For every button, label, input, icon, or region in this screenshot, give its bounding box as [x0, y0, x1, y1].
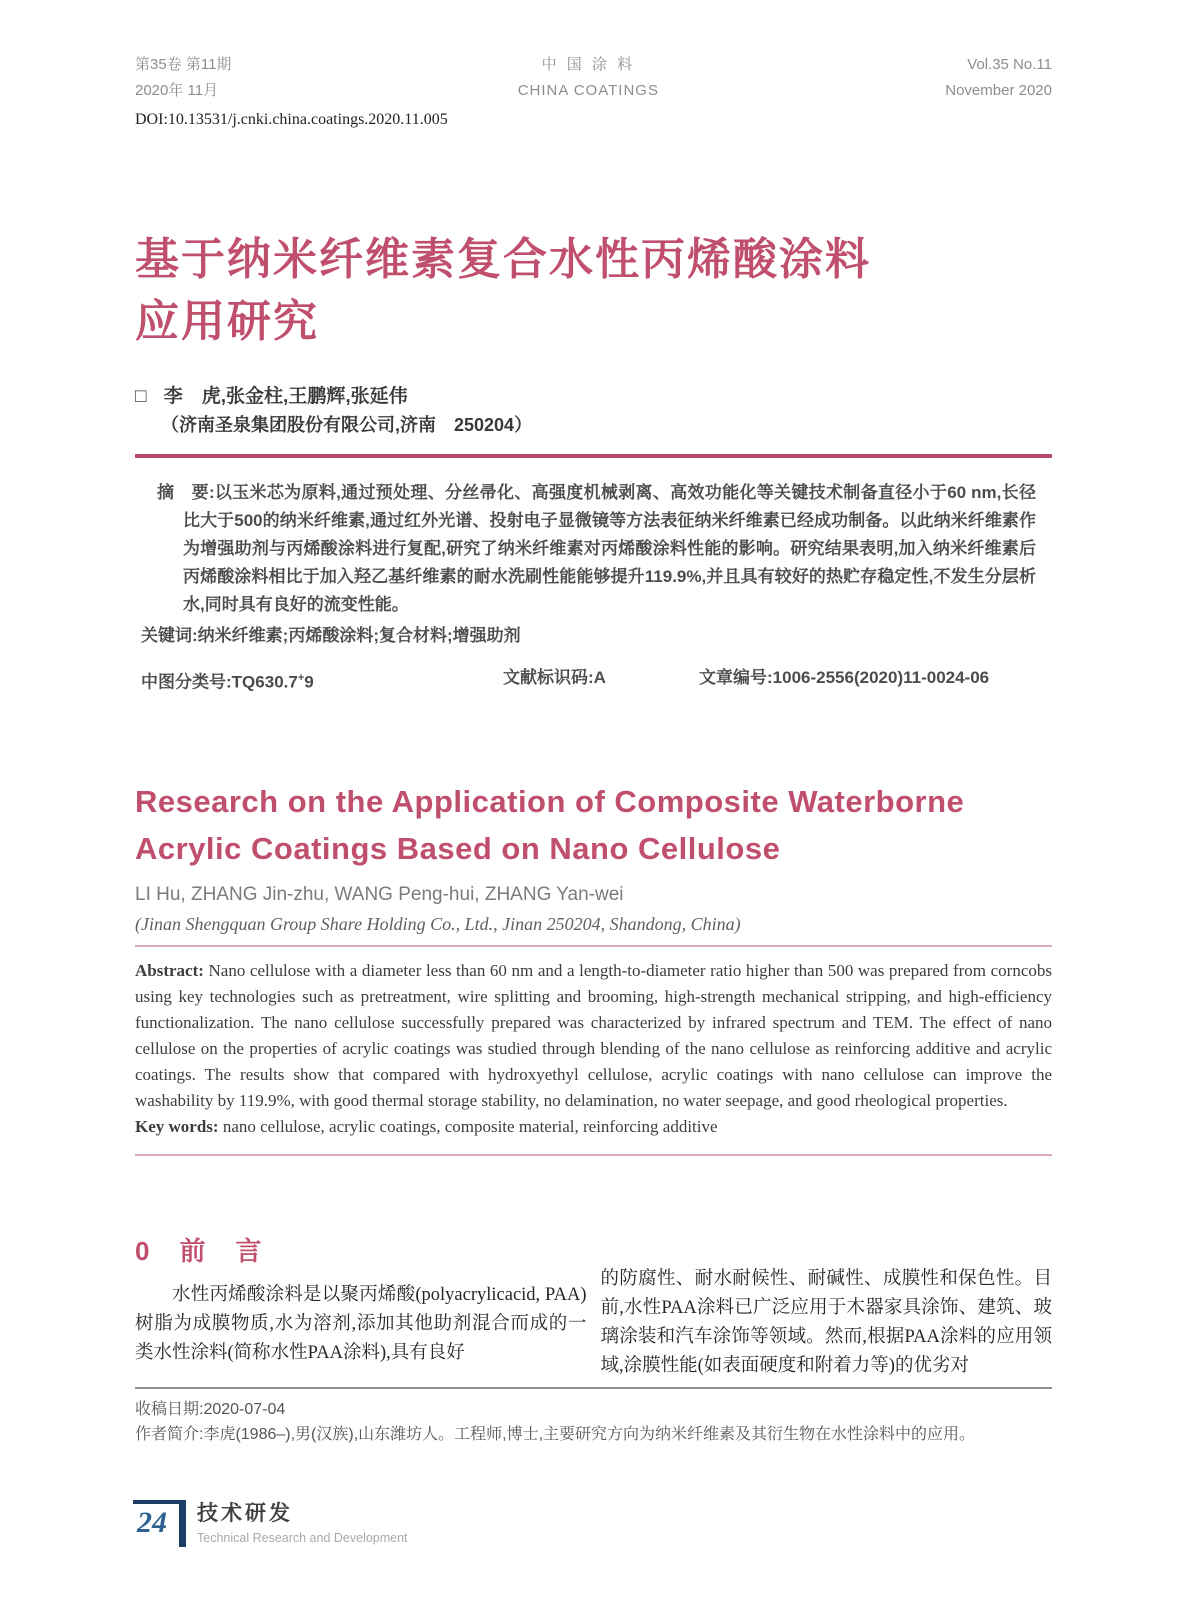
section-heading-0: 0 前 言: [135, 1235, 264, 1266]
clc-number: [141, 665, 503, 696]
header-issue-info: [135, 52, 231, 104]
abstract-cn-label: 摘 要:: [157, 483, 215, 502]
header-volume-info: [945, 52, 1052, 104]
abstract-cn: [135, 479, 1036, 619]
abstract-cn-text: 以玉米芯为原料,通过预处理、分丝帚化、高强度机械剥离、高效功能化等关键技术制备直径小于60 nm,长径比大于500的纳米纤维素,通过红外光谱、投射电子显微镜等方法表征纳米纤维素已经成功制备。以此纳米纤维素作为增强助剂与丙烯酸涂料进行复配,研究了纳米纤维素对丙烯酸涂料性能的影响。研究结果表明,加入纳米纤维素后丙烯酸涂料相比于加入羟乙基纤维素的耐水洗刷性能能够提升119.9%,并且具有较好的热贮存稳定性,不发生分层析水,同时具有良好的流变性能。: [183, 483, 1036, 614]
journal-header: [135, 52, 1052, 104]
journal-name-cn: 中 国 涂 料: [541, 56, 636, 73]
author-bio-text: 李虎(1986–),男(汉族),山东潍坊人。工程师,博士,主要研究方向为纳米纤维素及其衍生物在水性涂料中的应用。: [203, 1425, 976, 1443]
article-title-en-line1: Research on the Application of Composite Waterborne: [135, 783, 965, 819]
authors-en: LI Hu, ZHANG Jin-zhu, WANG Peng-hui, ZHANG Yan-wei: [135, 883, 624, 905]
journal-name-en: CHINA COATINGS: [517, 82, 659, 99]
article-number: [699, 665, 989, 696]
authors-cn: 李 虎,张金柱,王鹏辉,张延伟: [163, 386, 408, 407]
abstract-en: [135, 958, 1052, 1114]
footnote-divider: [135, 1387, 1052, 1389]
abstract-en-text: Nano cellulose with a diameter less than 60 nm and a length-to-diameter ratio higher than 500 was prepared from corncobs using key technologies such as pretreatment, wire splitting and brooming, high-strength mechanical stripping, and high-efficiency functionalization. The nano cellulose successfully prepared was characterized by infrared spectrum and TEM. The effect of nano cellulose on the properties of acrylic coatings was studied through blending of the nano cellulose as reinforcing additive and acrylic coatings. The results show that compared with hydroxyethyl cellulose, acrylic coatings with nano cellulose can improve the washability by 119.9%, with good thermal storage stability, no delamination, no water seepage, and good rheological properties.: [135, 960, 1052, 1110]
body-column-left: [135, 1234, 587, 1381]
column-name-cn: 技术研发: [197, 1502, 293, 1525]
date-cn: 2020年 11月: [135, 82, 219, 99]
page-number-box: [133, 1500, 179, 1539]
doi: DOI:10.13531/j.cnki.china.coatings.2020.11.005: [135, 111, 448, 128]
document-code: [503, 665, 699, 696]
page-number: 24: [137, 1506, 167, 1539]
page-footer: [133, 1500, 408, 1547]
footer-vertical-bar: [179, 1500, 186, 1547]
byline-cn: [135, 383, 1052, 410]
volume-issue-en: Vol.35 No.11: [967, 56, 1052, 73]
keywords-en-text: nano cellulose, acrylic coatings, composite material, reinforcing additive: [218, 1116, 718, 1136]
keywords-en: [135, 1114, 1052, 1140]
header-journal-name: [518, 52, 659, 104]
article-title-en-line2: Acrylic Coatings Based on Nano Cellulose: [135, 830, 781, 866]
received-date-label: 收稿日期:: [135, 1400, 204, 1418]
date-en: November 2020: [945, 82, 1052, 99]
received-date-line: [135, 1397, 1052, 1422]
clc-superscript: +: [297, 672, 305, 684]
intro-paragraph-right: 的防腐性、耐水耐候性、耐碱性、成膜性和保色性。目前,水性PAA涂料已广泛应用于木器家具涂饰、建筑、玻璃涂装和汽车涂饰等领域。然而,根据PAA涂料的应用领域,涂膜性能(如表面硬度和附着力等)的优劣对: [600, 1268, 1052, 1376]
author-bio-line: [135, 1422, 1052, 1447]
keywords-en-label: Key words:: [135, 1116, 219, 1136]
author-bio-label: 作者简介:: [135, 1425, 204, 1443]
article-title-cn: [135, 229, 1052, 353]
received-date-value: 2020-07-04: [203, 1400, 286, 1418]
abstract-en-label: Abstract:: [135, 960, 204, 980]
article-number-label: 文章编号:: [699, 668, 773, 687]
keywords-cn-text: 纳米纤维素;丙烯酸涂料;复合材料;增强助剂: [197, 626, 521, 645]
clc-label: 中图分类号:: [141, 672, 232, 692]
article-title-en: [135, 778, 1052, 872]
article-title-cn-line2: 应用研究: [135, 297, 319, 346]
divider-thin-pink-top: [135, 945, 1052, 947]
document-code-label: 文献标识码:: [503, 668, 594, 687]
divider-thick-pink: [135, 454, 1052, 458]
body-column-right: [601, 1234, 1053, 1381]
article-number-value: 1006-2556(2020)11-0024-06: [772, 668, 990, 687]
clc-tail: 9: [304, 672, 314, 692]
column-name-en: Technical Research and Development: [197, 1531, 408, 1545]
abstract-cn-block: [135, 479, 1036, 696]
classification-row: [135, 665, 1036, 696]
volume-issue-cn: 第35卷 第11期: [135, 56, 232, 73]
clc-main: TQ630.7: [231, 672, 298, 692]
footnote-block: [135, 1397, 1052, 1447]
author-marker-square: □: [135, 386, 147, 407]
affiliation-en: (Jinan Shengquan Group Share Holding Co., Ltd., Jinan 250204, Shandong, China): [135, 913, 741, 934]
intro-paragraph-left: 水性丙烯酸涂料是以聚丙烯酸(polyacrylicacid, PAA)树脂为成膜物质,水为溶剂,添加其他助剂混合而成的一类水性涂料(简称水性PAA涂料),具有良好: [135, 1284, 587, 1363]
divider-thin-pink-bottom: [135, 1154, 1052, 1156]
affiliation-cn: （济南圣泉集团股份有限公司,济南 250204）: [161, 415, 533, 435]
article-title-cn-line1: 基于纳米纤维素复合水性丙烯酸涂料: [135, 235, 871, 284]
footer-column-info: [197, 1500, 408, 1547]
document-code-value: A: [593, 668, 606, 687]
keywords-cn-label: 关键词:: [141, 626, 198, 645]
body-columns: [135, 1234, 1052, 1381]
keywords-cn: [135, 622, 1036, 650]
